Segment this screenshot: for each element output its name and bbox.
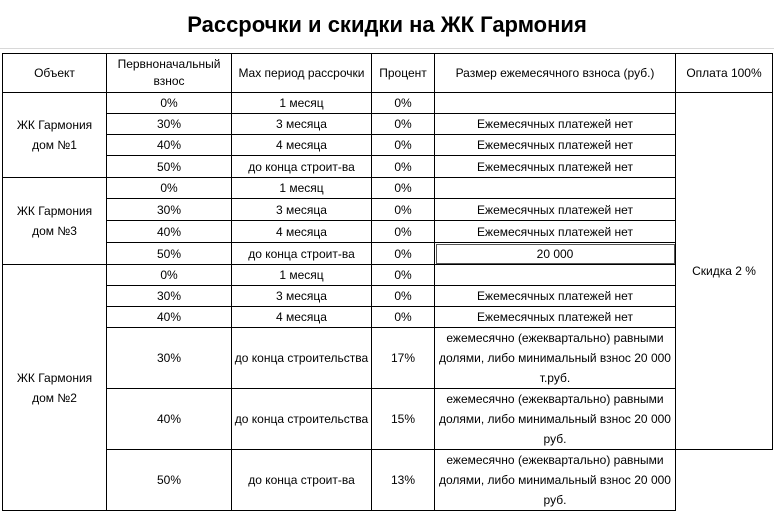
percent-cell[interactable]: 0% [372,265,435,286]
period-cell[interactable]: 3 месяца [232,286,372,307]
percent-cell[interactable]: 0% [372,93,435,114]
table-row [3,199,773,221]
monthly-cell[interactable] [435,178,676,199]
initial-cell[interactable]: 0% [107,265,232,286]
percent-cell[interactable]: 0% [372,156,435,178]
table-row [3,328,773,389]
initial-cell[interactable]: 0% [107,93,232,114]
monthly-cell[interactable] [435,93,676,114]
initial-cell[interactable]: 30% [107,199,232,221]
period-cell[interactable]: 3 месяца [232,199,372,221]
monthly-cell[interactable]: Ежемесячных платежей нет [435,156,676,178]
initial-cell[interactable]: 0% [107,178,232,199]
initial-cell[interactable]: 30% [107,286,232,307]
monthly-cell[interactable]: Ежемесячных платежей нет [435,114,676,135]
percent-cell[interactable]: 17% [372,328,435,389]
sheet-gridline [0,48,774,49]
header-percent[interactable]: Процент [372,54,435,93]
percent-cell[interactable]: 0% [372,243,435,265]
period-cell[interactable]: до конца строит-ва [232,243,372,265]
header-object[interactable]: Объект [3,54,107,93]
period-cell[interactable]: 4 месяца [232,135,372,156]
monthly-cell[interactable]: Ежемесячных платежей нет [435,199,676,221]
header-monthly[interactable]: Размер ежемесячного взноса (руб.) [435,54,676,93]
table-row [3,243,773,265]
table-row [3,286,773,307]
initial-cell[interactable]: 40% [107,221,232,243]
percent-cell[interactable]: 0% [372,135,435,156]
table-row [3,178,773,199]
percent-cell[interactable]: 0% [372,199,435,221]
monthly-cell-selected[interactable]: 20 000 [435,243,676,265]
header-row [3,54,773,93]
initial-cell[interactable]: 30% [107,114,232,135]
percent-cell[interactable]: 0% [372,221,435,243]
page-title: Рассрочки и скидки на ЖК Гармония [187,12,587,37]
percent-cell[interactable]: 15% [372,389,435,450]
percent-cell[interactable]: 0% [372,178,435,199]
initial-cell[interactable]: 30% [107,328,232,389]
initial-cell[interactable]: 40% [107,135,232,156]
period-cell[interactable]: до конца строительства [232,389,372,450]
header-initial[interactable]: Первноначальный взнос [107,54,232,93]
object-cell[interactable]: ЖК Гармония дом №2 [3,265,107,511]
object-cell[interactable]: ЖК Гармония дом №3 [3,178,107,265]
period-cell[interactable]: до конца строит-ва [232,450,372,511]
initial-cell[interactable]: 50% [107,243,232,265]
period-cell[interactable]: до конца строит-ва [232,156,372,178]
initial-cell[interactable]: 40% [107,389,232,450]
initial-cell[interactable]: 50% [107,450,232,511]
monthly-cell[interactable]: ежемесячно (ежеквартально) равными долями, либо минимальный взнос 20 000 руб. [435,450,676,511]
initial-cell[interactable]: 50% [107,156,232,178]
period-cell[interactable]: 1 месяц [232,93,372,114]
period-cell[interactable]: 4 месяца [232,307,372,328]
monthly-cell[interactable] [435,265,676,286]
table-row [3,156,773,178]
table-row [3,135,773,156]
period-cell[interactable]: до конца строительства [232,328,372,389]
monthly-cell[interactable]: ежемесячно (ежеквартально) равными долями, либо минимальный взнос 20 000 т.руб. [435,328,676,389]
installments-table [2,53,773,511]
table-row [3,307,773,328]
percent-cell[interactable]: 0% [372,286,435,307]
period-cell[interactable]: 3 месяца [232,114,372,135]
object-cell[interactable]: ЖК Гармония дом №1 [3,93,107,178]
period-cell[interactable]: 1 месяц [232,265,372,286]
percent-cell[interactable]: 0% [372,307,435,328]
monthly-cell[interactable]: ежемесячно (ежеквартально) равными долями, либо минимальный взнос 20 000 руб. [435,389,676,450]
table-row [3,265,773,286]
table-row [3,114,773,135]
table-row [3,389,773,450]
table-row [3,221,773,243]
monthly-cell[interactable]: Ежемесячных платежей нет [435,286,676,307]
table-row [3,93,773,114]
initial-cell[interactable]: 40% [107,307,232,328]
monthly-cell[interactable]: Ежемесячных платежей нет [435,221,676,243]
header-full-payment[interactable]: Оплата 100% [676,54,773,93]
period-cell[interactable]: 1 месяц [232,178,372,199]
period-cell[interactable]: 4 месяца [232,221,372,243]
monthly-cell[interactable]: Ежемесячных платежей нет [435,307,676,328]
full-payment-cell[interactable]: Скидка 2 % [676,93,773,450]
header-period[interactable]: Max период рассрочки [232,54,372,93]
monthly-cell[interactable]: Ежемесячных платежей нет [435,135,676,156]
percent-cell[interactable]: 0% [372,114,435,135]
percent-cell[interactable]: 13% [372,450,435,511]
table-row [3,450,773,511]
